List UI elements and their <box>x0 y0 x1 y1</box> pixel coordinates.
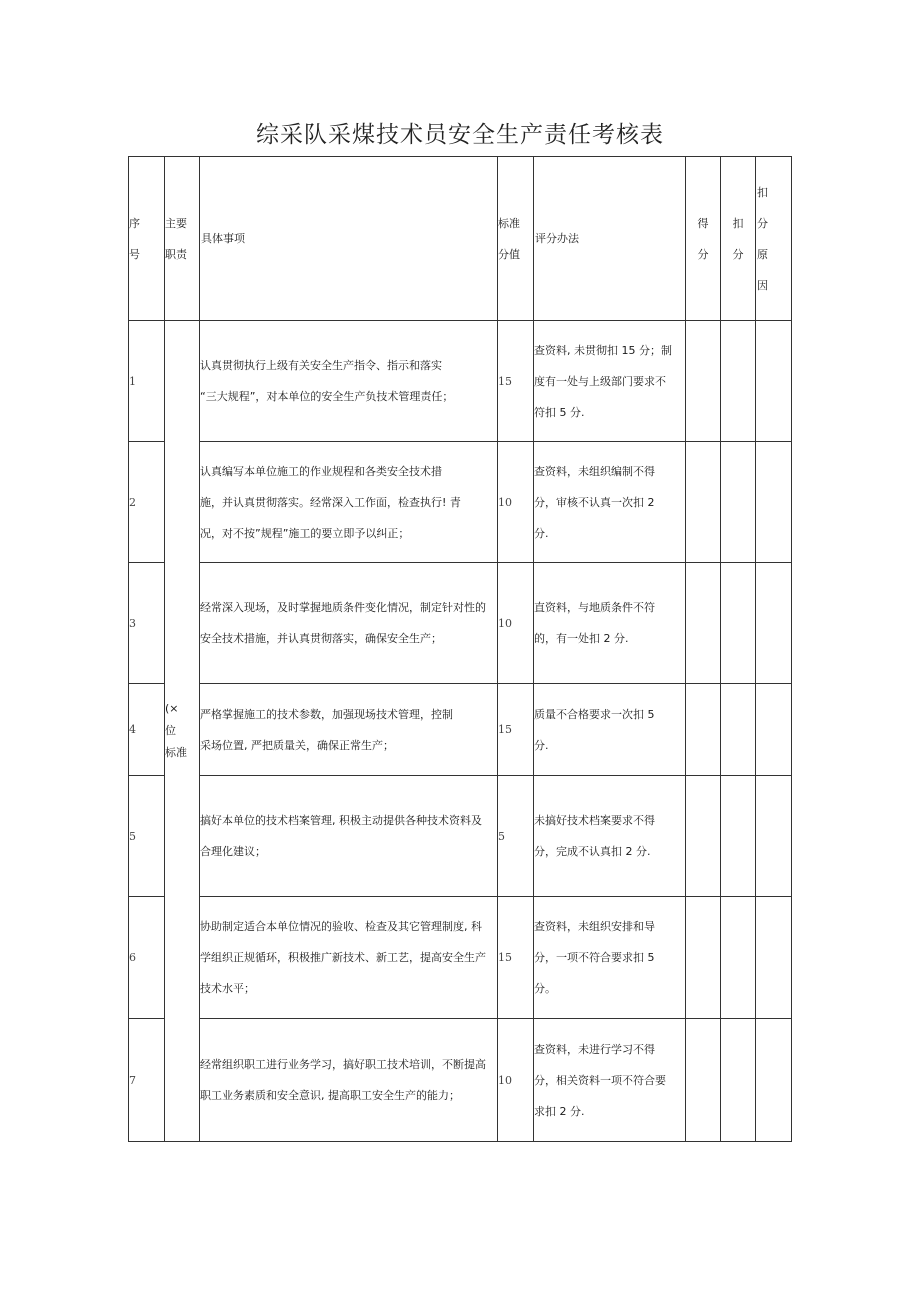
row-standard: 10 <box>498 442 534 563</box>
table-row <box>129 321 792 442</box>
row-no: 5 <box>129 776 165 897</box>
row-method: 质量不合格要求一次扣 5 分. <box>534 684 686 776</box>
row-method: 查资料，未进行学习不得 分，相关资料一项不符合要 求扣 2 分. <box>534 1019 686 1142</box>
row-deduct-cell <box>721 442 756 563</box>
row-reason-cell <box>756 776 792 897</box>
row-item: 协助制定适合本单位情况的验收、检查及其它管理制度, 科 学组织正规循环，积极推广新技术、新工艺，提高安全生产 技术水平； <box>200 897 498 1019</box>
row-standard: 5 <box>498 776 534 897</box>
row-deduct-cell <box>721 563 756 684</box>
duty-line2: 位 <box>165 724 176 737</box>
row-deduct-cell <box>721 321 756 442</box>
row-reason-cell <box>756 897 792 1019</box>
table-row <box>129 684 792 776</box>
row-item: 认真贯彻执行上级有关安全生产指令、指示和落实 “三大规程”，对本单位的安全生产负技术管理责任； <box>200 321 498 442</box>
header-deduct-line2: 分 <box>732 247 744 261</box>
row-deduct-cell <box>721 1019 756 1142</box>
header-no-line1: 序 <box>129 216 140 230</box>
row-deduct-cell <box>721 897 756 1019</box>
header-reason-line1: 扣 <box>757 185 768 199</box>
row-method: 查资料, 未贯彻扣 15 分；制 度有一处与上级部门要求不 符扣 5 分. <box>534 321 686 442</box>
row-score-cell <box>686 563 721 684</box>
table-row <box>129 776 792 897</box>
row-standard: 10 <box>498 563 534 684</box>
row-score-cell <box>686 776 721 897</box>
table-row <box>129 897 792 1019</box>
row-reason-cell <box>756 1019 792 1142</box>
row-item: 经常组织职工进行业务学习，搞好职工技术培训，不断提高 职工业务素质和安全意识, 提高职工安全生产的能力； <box>200 1019 498 1142</box>
row-no: 1 <box>129 321 165 442</box>
header-score-line2: 分 <box>697 247 709 261</box>
row-method: 查资料，未组织安排和导 分，一项不符合要求扣 5 分。 <box>534 897 686 1019</box>
row-reason-cell <box>756 684 792 776</box>
header-no <box>129 157 165 321</box>
duty-cell <box>165 321 200 1142</box>
header-row <box>129 157 792 321</box>
table-row <box>129 442 792 563</box>
header-deduct <box>721 157 756 321</box>
row-no: 7 <box>129 1019 165 1142</box>
header-standard-line2: 分值 <box>498 247 520 261</box>
row-item: 认真编写本单位施工的作业规程和各类安全技术措 施，并认真贯彻落实。经常深入工作面，检查执行! 青 况，对不按”规程”施工的要立即予以纠正； <box>200 442 498 563</box>
header-reason-line4: 因 <box>757 278 768 292</box>
row-score-cell <box>686 1019 721 1142</box>
row-item: 搞好本单位的技术档案管理, 积极主动提供各种技术资料及 合理化建议； <box>200 776 498 897</box>
header-score <box>686 157 721 321</box>
header-item: 具体事项 <box>200 157 498 321</box>
header-reason-line3: 原 <box>757 247 768 261</box>
header-score-line1: 得 <box>697 216 709 230</box>
row-item: 经常深入现场，及时掌握地质条件变化情况，制定针对性的 安全技术措施，并认真贯彻落实，确保安全生产； <box>200 563 498 684</box>
header-deduct-line1: 扣 <box>732 216 744 230</box>
row-score-cell <box>686 897 721 1019</box>
header-duty <box>165 157 200 321</box>
row-reason-cell <box>756 442 792 563</box>
row-no: 2 <box>129 442 165 563</box>
duty-line1: (× <box>165 702 179 715</box>
row-no: 3 <box>129 563 165 684</box>
row-standard: 15 <box>498 321 534 442</box>
table-row <box>129 563 792 684</box>
row-standard: 15 <box>498 897 534 1019</box>
row-no: 6 <box>129 897 165 1019</box>
row-reason-cell <box>756 563 792 684</box>
header-standard-line1: 标准 <box>498 216 520 230</box>
header-no-line2: 号 <box>129 247 140 261</box>
header-reason-line2: 分 <box>757 216 768 230</box>
row-deduct-cell <box>721 684 756 776</box>
table-row <box>129 1019 792 1142</box>
header-method: 评分办法 <box>534 157 686 321</box>
row-item: 严格掌握施工的技术参数，加强现场技术管理，控制 采场位置, 严把质量关，确保正常生产； <box>200 684 498 776</box>
assessment-table <box>128 156 792 1142</box>
row-method: 未搞好技术档案要求不得 分，完成不认真扣 2 分. <box>534 776 686 897</box>
row-method: 查资料，未组织编制不得 分，审核不认真一次扣 2 分. <box>534 442 686 563</box>
row-score-cell <box>686 684 721 776</box>
row-score-cell <box>686 321 721 442</box>
row-score-cell <box>686 442 721 563</box>
row-no: 4 <box>129 684 165 776</box>
header-duty-line2: 职责 <box>165 247 187 261</box>
header-standard <box>498 157 534 321</box>
header-reason <box>756 157 792 321</box>
header-duty-line1: 主要 <box>165 216 187 230</box>
duty-line3: 标准 <box>165 746 187 759</box>
row-standard: 15 <box>498 684 534 776</box>
row-reason-cell <box>756 321 792 442</box>
row-deduct-cell <box>721 776 756 897</box>
row-method: 直资料，与地质条件不符 的，有一处扣 2 分. <box>534 563 686 684</box>
row-standard: 10 <box>498 1019 534 1142</box>
page-title: 综采队采煤技术员安全生产责任考核表 <box>256 122 664 148</box>
